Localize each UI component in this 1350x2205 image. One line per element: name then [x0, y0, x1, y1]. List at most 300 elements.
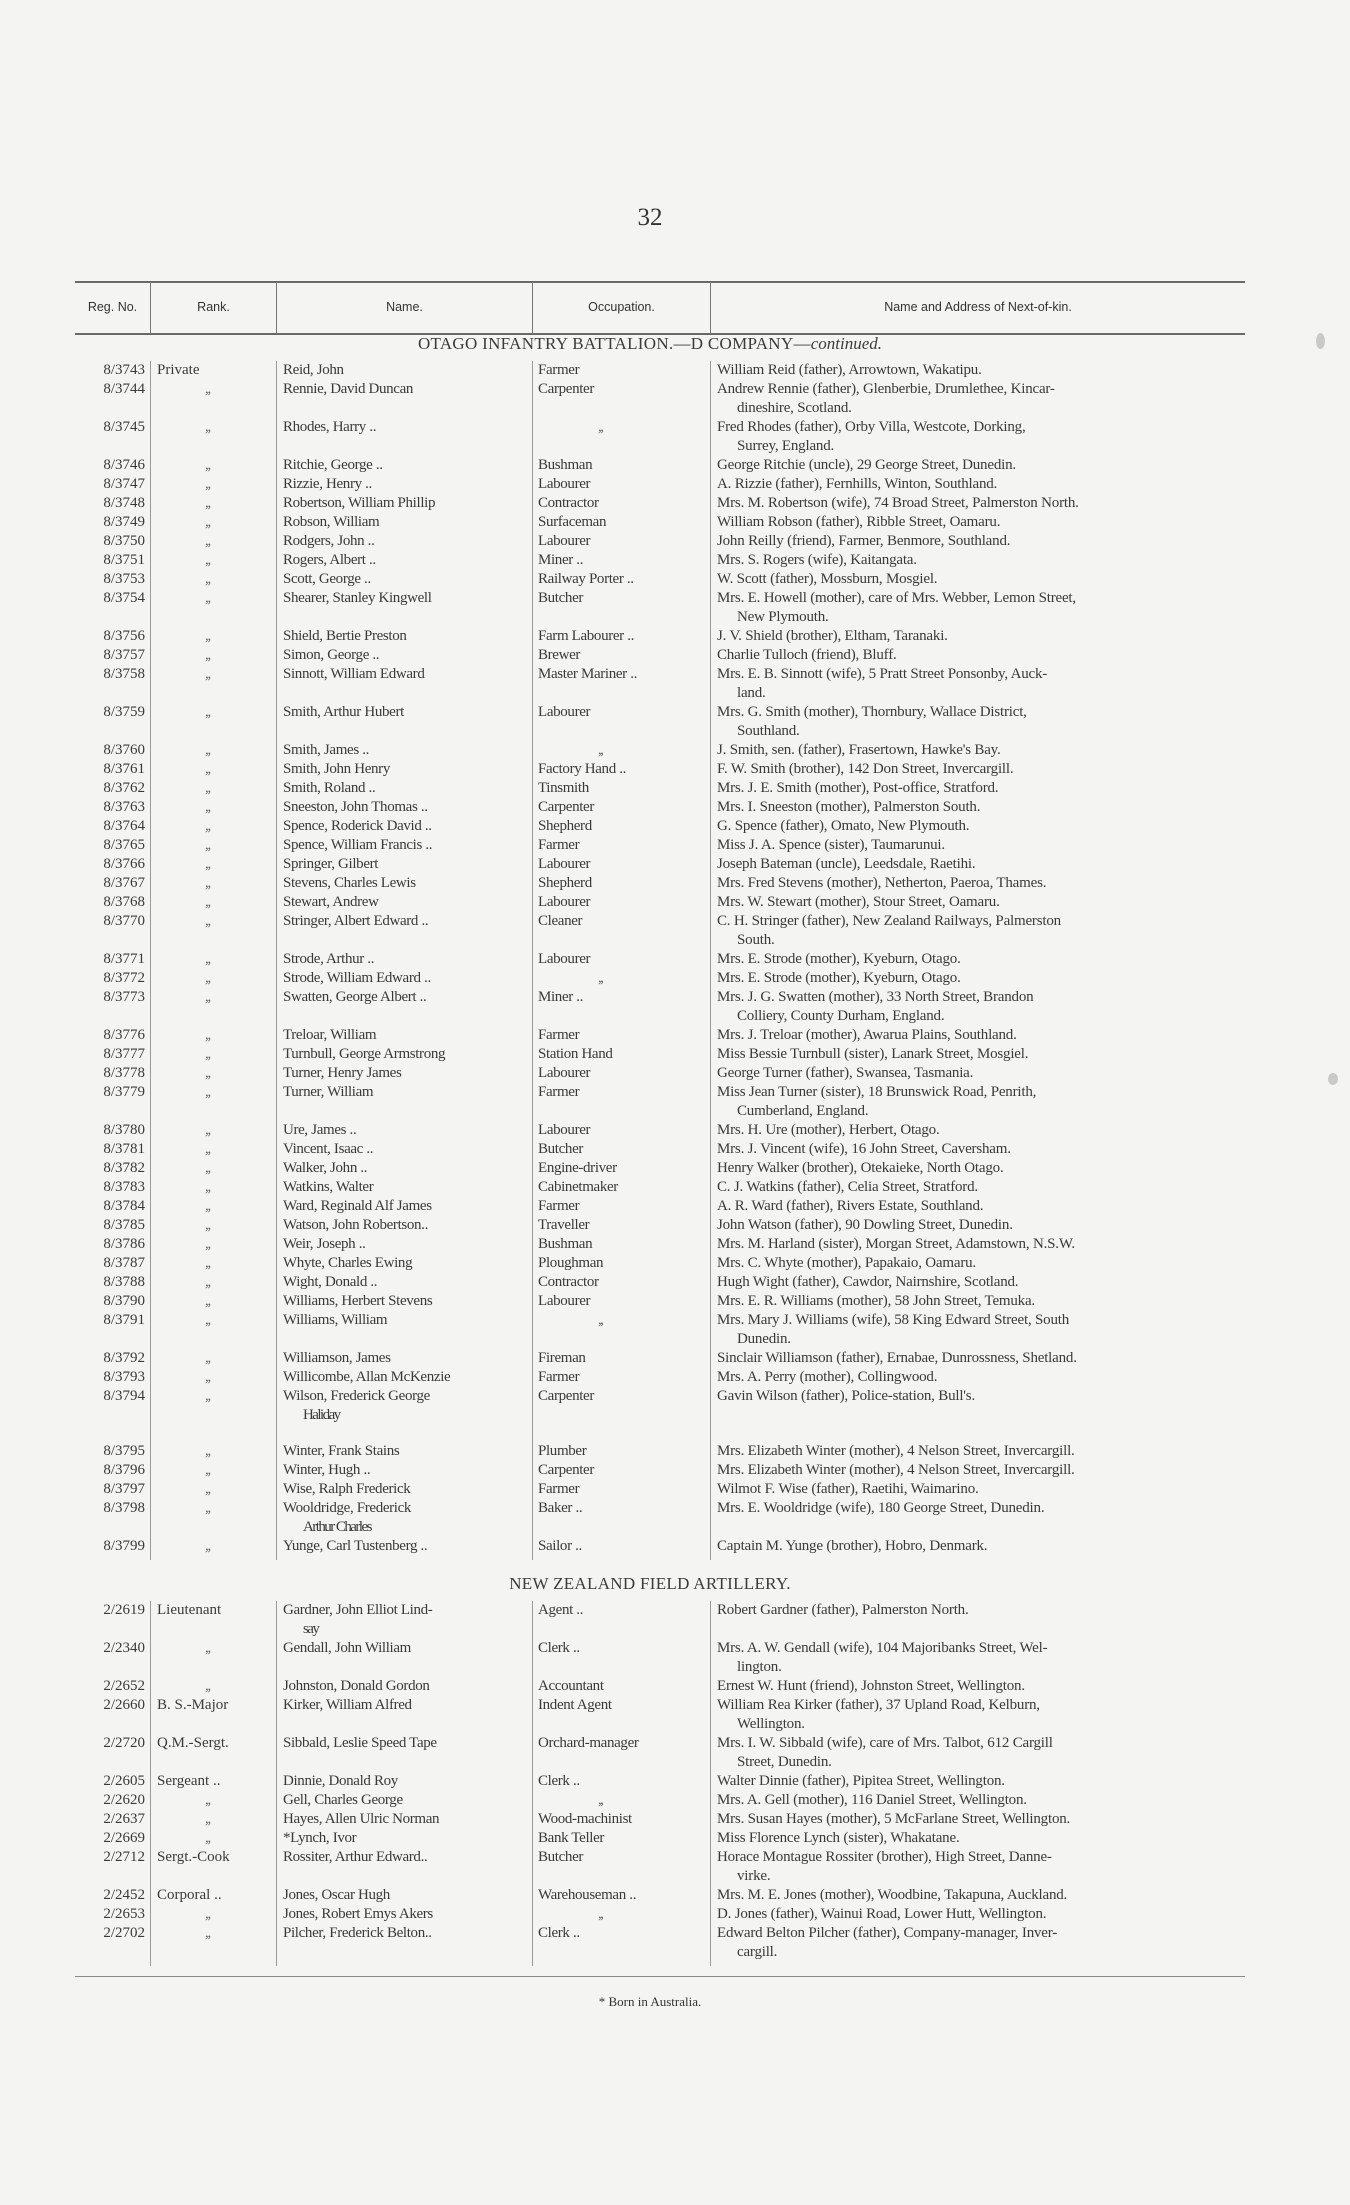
- soldier-name: Whyte, Charles Ewing: [283, 1255, 413, 1271]
- soldier-name: Swatten, George Albert ..: [283, 989, 427, 1005]
- next-of-kin: [717, 912, 1245, 950]
- rank: ,,: [205, 1906, 211, 1923]
- occupation: Butcher: [538, 1141, 584, 1157]
- next-of-kin: [717, 589, 1245, 627]
- col-occupation: Occupation.: [588, 300, 655, 314]
- soldier-name: Watkins, Walter: [283, 1179, 374, 1195]
- next-of-kin-line: Walter Dinnie (father), Pipitea Street, Wellington.: [717, 1773, 1005, 1790]
- reg-no: 8/3757: [103, 647, 145, 663]
- occupation: Carpenter: [538, 1462, 594, 1479]
- rank: ,,: [205, 1084, 211, 1100]
- reg-no: 8/3743: [103, 362, 145, 378]
- occupation: Indent Agent: [538, 1697, 612, 1714]
- soldier-name: Reid, John: [283, 362, 344, 378]
- occupation: Farm Labourer ..: [538, 628, 635, 644]
- occupation: ,,: [598, 742, 603, 758]
- next-of-kin-line: Hugh Wight (father), Cawdor, Nairnshire, Scotland.: [717, 1274, 1019, 1290]
- next-of-kin-line: Andrew Rennie (father), Glenberbie, Drumlethee, Kincar-: [717, 381, 1055, 397]
- rank: ,,: [205, 1046, 211, 1062]
- occupation: ,,: [598, 970, 603, 986]
- reg-no: 8/3765: [103, 837, 145, 853]
- next-of-kin-line: J. V. Shield (brother), Eltham, Taranaki.: [717, 628, 948, 644]
- reg-no: 8/3751: [103, 552, 145, 568]
- page-number: 32: [637, 204, 663, 231]
- occupation: Farmer: [538, 1084, 580, 1100]
- occupation: Accountant: [538, 1678, 604, 1695]
- reg-no: 8/3756: [103, 628, 145, 644]
- occupation: Clerk ..: [538, 1640, 580, 1657]
- rank: ,,: [205, 1312, 211, 1328]
- next-of-kin: [717, 1026, 1245, 1045]
- reg-no: 8/3780: [103, 1122, 145, 1138]
- rank: ,,: [205, 761, 211, 777]
- rank: ,,: [205, 419, 211, 435]
- next-of-kin: [717, 1292, 1245, 1311]
- rank: ,,: [205, 1350, 211, 1366]
- next-of-kin-line: Mrs. Susan Hayes (mother), 5 McFarlane Street, Wellington.: [717, 1811, 1071, 1828]
- next-of-kin-continuation: cargill.: [737, 1944, 778, 1961]
- soldier-name: Rhodes, Harry ..: [283, 419, 377, 435]
- reg-no: 8/3764: [103, 818, 145, 834]
- reg-no: 8/3770: [103, 913, 145, 929]
- rank: ,,: [205, 495, 211, 511]
- next-of-kin-line: Miss Bessie Turnbull (sister), Lanark Street, Mosgiel.: [717, 1046, 1029, 1062]
- next-of-kin: [717, 646, 1245, 665]
- column-rule: [150, 1601, 151, 1966]
- soldier-name: Dinnie, Donald Roy: [283, 1773, 398, 1790]
- next-of-kin: [717, 1848, 1245, 1886]
- next-of-kin-line: Mrs. W. Stewart (mother), Stour Street, Oamaru.: [717, 894, 1000, 910]
- rank: ,,: [205, 514, 211, 530]
- occupation: Traveller: [538, 1217, 590, 1233]
- column-rule: [532, 1601, 533, 1966]
- rank: ,,: [205, 837, 211, 853]
- soldier-name: Wooldridge, Frederick: [283, 1500, 412, 1517]
- soldier-name: Turnbull, George Armstrong: [283, 1046, 446, 1062]
- soldier-name: Stringer, Albert Edward ..: [283, 913, 429, 929]
- next-of-kin: [717, 1216, 1245, 1235]
- soldier-name: Smith, John Henry: [283, 761, 390, 777]
- next-of-kin-continuation: New Plymouth.: [737, 609, 829, 625]
- soldier-name: Winter, Frank Stains: [283, 1443, 400, 1460]
- next-of-kin-continuation: South.: [737, 932, 775, 948]
- occupation: Baker ..: [538, 1500, 583, 1517]
- reg-no: 2/2669: [103, 1830, 145, 1847]
- next-of-kin-line: Mrs. E. R. Williams (mother), 58 John Street, Temuka.: [717, 1293, 1035, 1309]
- reg-no: 2/2452: [103, 1887, 145, 1904]
- next-of-kin-line: Mrs. Elizabeth Winter (mother), 4 Nelson Street, Invercargill.: [717, 1443, 1075, 1460]
- soldier-name: Gardner, John Elliot Lind-: [283, 1602, 433, 1619]
- soldier-name: Willicombe, Allan McKenzie: [283, 1369, 451, 1385]
- rank: ,,: [205, 970, 211, 986]
- next-of-kin: [717, 361, 1245, 380]
- next-of-kin: [717, 855, 1245, 874]
- soldier-name: Ure, James ..: [283, 1122, 357, 1138]
- next-of-kin-line: G. Spence (father), Omato, New Plymouth.: [717, 818, 970, 834]
- reg-no: 8/3759: [103, 704, 145, 720]
- reg-no: 8/3768: [103, 894, 145, 910]
- occupation: ,,: [598, 1312, 603, 1328]
- next-of-kin: [717, 1791, 1245, 1810]
- next-of-kin: [717, 836, 1245, 855]
- next-of-kin-line: George Turner (father), Swansea, Tasmania.: [717, 1065, 974, 1081]
- occupation: Miner ..: [538, 989, 584, 1005]
- rank: ,,: [205, 894, 211, 910]
- soldier-name: Rodgers, John ..: [283, 533, 375, 549]
- next-of-kin: [717, 969, 1245, 988]
- next-of-kin: [717, 741, 1245, 760]
- next-of-kin: [717, 1810, 1245, 1829]
- soldier-name: Weir, Joseph ..: [283, 1236, 366, 1252]
- next-of-kin: [717, 1387, 1245, 1406]
- reg-no: 2/2653: [103, 1906, 145, 1923]
- soldier-name: Ward, Reginald Alf James: [283, 1198, 432, 1214]
- next-of-kin-line: Mrs. I. W. Sibbald (wife), care of Mrs. Talbot, 612 Cargill: [717, 1735, 1053, 1752]
- next-of-kin-line: William Robson (father), Ribble Street, Oamaru.: [717, 514, 1001, 530]
- rank: ,,: [205, 1255, 211, 1271]
- rank: ,,: [205, 1640, 211, 1657]
- next-of-kin: [717, 1197, 1245, 1216]
- soldier-name: Rennie, David Duncan: [283, 381, 414, 397]
- occupation: Ploughman: [538, 1255, 604, 1271]
- occupation: Bushman: [538, 1236, 593, 1252]
- next-of-kin-line: D. Jones (father), Wainui Road, Lower Hutt, Wellington.: [717, 1906, 1047, 1923]
- next-of-kin: [717, 475, 1245, 494]
- rank: ,,: [205, 590, 211, 606]
- next-of-kin: [717, 1924, 1245, 1962]
- next-of-kin: [717, 1178, 1245, 1197]
- reg-no: 8/3758: [103, 666, 145, 682]
- rank: ,,: [205, 875, 211, 891]
- occupation: Surfaceman: [538, 514, 607, 530]
- next-of-kin: [717, 1772, 1245, 1791]
- next-of-kin-line: William Reid (father), Arrowtown, Wakatipu.: [717, 362, 982, 378]
- next-of-kin-line: Mrs. E. Howell (mother), care of Mrs. Webber, Lemon Street,: [717, 590, 1076, 606]
- reg-no: 8/3777: [103, 1046, 145, 1062]
- soldier-name: *Lynch, Ivor: [283, 1830, 357, 1847]
- next-of-kin-continuation: virke.: [737, 1868, 771, 1885]
- rank: Lieutenant: [157, 1602, 222, 1619]
- soldier-name: Robertson, William Phillip: [283, 495, 436, 511]
- rank: ,,: [205, 1293, 211, 1309]
- next-of-kin: [717, 532, 1245, 551]
- next-of-kin: [717, 988, 1245, 1026]
- soldier-name-cont: say: [303, 1621, 319, 1638]
- rank: ,,: [205, 1481, 211, 1498]
- rank: ,,: [205, 381, 211, 397]
- next-of-kin-line: A. R. Ward (father), Rivers Estate, Southland.: [717, 1198, 984, 1214]
- soldier-name: Smith, James ..: [283, 742, 370, 758]
- next-of-kin-continuation: Dunedin.: [737, 1331, 791, 1347]
- next-of-kin-line: Mrs. H. Ure (mother), Herbert, Otago.: [717, 1122, 940, 1138]
- soldier-name: Gendall, John William: [283, 1640, 412, 1657]
- reg-no: 2/2637: [103, 1811, 145, 1828]
- occupation: Shepherd: [538, 818, 592, 834]
- soldier-name: Strode, Arthur ..: [283, 951, 375, 967]
- next-of-kin: [717, 380, 1245, 418]
- reg-no: 8/3761: [103, 761, 145, 777]
- soldier-name: Smith, Roland ..: [283, 780, 376, 796]
- next-of-kin: [717, 1064, 1245, 1083]
- rank: ,,: [205, 552, 211, 568]
- soldier-name-cont: Arthur Charles: [303, 1519, 371, 1536]
- soldier-name: Watson, John Robertson..: [283, 1217, 428, 1233]
- soldier-name: Stevens, Charles Lewis: [283, 875, 416, 891]
- soldier-name: Shearer, Stanley Kingwell: [283, 590, 432, 606]
- reg-no: 8/3790: [103, 1293, 145, 1309]
- column-rule: [710, 361, 711, 1560]
- soldier-name: Simon, George ..: [283, 647, 380, 663]
- col-next-of-kin: Name and Address of Next-of-kin.: [884, 300, 1072, 314]
- next-of-kin: [717, 1537, 1245, 1556]
- next-of-kin-line: Miss J. A. Spence (sister), Taumarunui.: [717, 837, 945, 853]
- next-of-kin-line: Mrs. J. G. Swatten (mother), 33 North Street, Brandon: [717, 989, 1034, 1005]
- next-of-kin: [717, 1905, 1245, 1924]
- soldier-name: Williams, William: [283, 1312, 388, 1328]
- rank: ,,: [205, 1388, 211, 1404]
- occupation: Factory Hand ..: [538, 761, 627, 777]
- next-of-kin-line: Mrs. A. Gell (mother), 116 Daniel Street, Wellington.: [717, 1792, 1027, 1809]
- rank: ,,: [205, 1236, 211, 1252]
- next-of-kin-line: F. W. Smith (brother), 142 Don Street, Invercargill.: [717, 761, 1014, 777]
- next-of-kin: [717, 1886, 1245, 1905]
- rank: ,,: [205, 1027, 211, 1043]
- rank: ,,: [205, 666, 211, 682]
- next-of-kin: [717, 1734, 1245, 1772]
- occupation: Farmer: [538, 1369, 580, 1385]
- col-rank: Rank.: [197, 300, 230, 314]
- next-of-kin: [717, 1677, 1245, 1696]
- next-of-kin: [717, 1121, 1245, 1140]
- soldier-name: Spence, Roderick David ..: [283, 818, 432, 834]
- next-of-kin-continuation: Wellington.: [737, 1716, 805, 1733]
- occupation: Bank Teller: [538, 1830, 605, 1847]
- next-of-kin: [717, 665, 1245, 703]
- reg-no: 8/3779: [103, 1084, 145, 1100]
- occupation: Bushman: [538, 457, 593, 473]
- reg-no: 8/3784: [103, 1198, 145, 1214]
- soldier-name: Rizzie, Henry ..: [283, 476, 372, 492]
- reg-no: 8/3749: [103, 514, 145, 530]
- rank: Q.M.-Sergt.: [157, 1735, 229, 1752]
- occupation: Clerk ..: [538, 1925, 580, 1942]
- occupation: Labourer: [538, 704, 591, 720]
- reg-no: 8/3798: [103, 1500, 145, 1517]
- rank: ,,: [205, 799, 211, 815]
- next-of-kin-line: J. Smith, sen. (father), Frasertown, Hawke's Bay.: [717, 742, 1001, 758]
- occupation: Contractor: [538, 1274, 599, 1290]
- rank: ,,: [205, 1160, 211, 1176]
- next-of-kin-line: Mrs. A. Perry (mother), Collingwood.: [717, 1369, 938, 1385]
- next-of-kin: [717, 513, 1245, 532]
- rank: ,,: [205, 742, 211, 758]
- next-of-kin-line: Ernest W. Hunt (friend), Johnston Street, Wellington.: [717, 1678, 1025, 1695]
- next-of-kin-continuation: Southland.: [737, 723, 800, 739]
- occupation: Tinsmith: [538, 780, 589, 796]
- next-of-kin: [717, 874, 1245, 893]
- rank: Corporal ..: [157, 1887, 222, 1904]
- soldier-name: Sibbald, Leslie Speed Tape: [283, 1735, 437, 1752]
- reg-no: 8/3772: [103, 970, 145, 986]
- rank: ,,: [205, 704, 211, 720]
- next-of-kin-line: Joseph Bateman (uncle), Leedsdale, Raetihi.: [717, 856, 976, 872]
- table-bottom-rule: [75, 1976, 1245, 1977]
- next-of-kin-line: Mrs. E. Strode (mother), Kyeburn, Otago.: [717, 970, 961, 986]
- rank: ,,: [205, 1369, 211, 1385]
- next-of-kin-line: Horace Montague Rossiter (brother), High Street, Danne-: [717, 1849, 1052, 1866]
- next-of-kin-line: Mrs. E. B. Sinnott (wife), 5 Pratt Street Ponsonby, Auck-: [717, 666, 1048, 682]
- next-of-kin: [717, 798, 1245, 817]
- reg-no: 2/2652: [103, 1678, 145, 1695]
- occupation: ,,: [598, 419, 603, 435]
- next-of-kin: [717, 703, 1245, 741]
- next-of-kin: [717, 950, 1245, 969]
- soldier-name: Hayes, Allen Ulric Norman: [283, 1811, 440, 1828]
- occupation: Labourer: [538, 894, 591, 910]
- col-name: Name.: [386, 300, 423, 314]
- occupation: Cabinetmaker: [538, 1179, 618, 1195]
- occupation: Farmer: [538, 1027, 580, 1043]
- next-of-kin-line: Mrs. M. Harland (sister), Morgan Street, Adamstown, N.S.W.: [717, 1236, 1075, 1252]
- reg-no: 8/3781: [103, 1141, 145, 1157]
- occupation: Clerk ..: [538, 1773, 580, 1790]
- occupation: Plumber: [538, 1443, 587, 1460]
- soldier-name: Sneeston, John Thomas ..: [283, 799, 428, 815]
- occupation: Farmer: [538, 1198, 580, 1214]
- rank: ,,: [205, 951, 211, 967]
- next-of-kin-line: Mrs. S. Rogers (wife), Kaitangata.: [717, 552, 917, 568]
- occupation: ,,: [598, 1792, 603, 1809]
- next-of-kin: [717, 1480, 1245, 1499]
- occupation: Farmer: [538, 362, 580, 378]
- next-of-kin: [717, 1083, 1245, 1121]
- reg-no: 2/2720: [103, 1735, 145, 1752]
- next-of-kin-line: Robert Gardner (father), Palmerston North.: [717, 1602, 969, 1619]
- soldier-name: Williams, Herbert Stevens: [283, 1293, 433, 1309]
- reg-no: 8/3778: [103, 1065, 145, 1081]
- rank: Sergt.-Cook: [157, 1849, 230, 1866]
- rank: ,,: [205, 1462, 211, 1479]
- rank: ,,: [205, 1198, 211, 1214]
- column-rule: [276, 361, 277, 1560]
- next-of-kin-line: Mrs. I. Sneeston (mother), Palmerston South.: [717, 799, 981, 815]
- next-of-kin-line: Mrs. M. E. Jones (mother), Woodbine, Takapuna, Auckland.: [717, 1887, 1068, 1904]
- next-of-kin: [717, 456, 1245, 475]
- next-of-kin-line: Miss Florence Lynch (sister), Whakatane.: [717, 1830, 960, 1847]
- soldier-name: Vincent, Isaac ..: [283, 1141, 374, 1157]
- reg-no: 8/3748: [103, 495, 145, 511]
- reg-no: 8/3799: [103, 1538, 145, 1555]
- reg-no: 8/3746: [103, 457, 145, 473]
- soldier-name: Williamson, James: [283, 1350, 391, 1366]
- section-title-text: OTAGO INFANTRY BATTALION.—D COMPANY—: [417, 334, 811, 353]
- occupation: Railway Porter ..: [538, 571, 634, 587]
- occupation: Miner ..: [538, 552, 584, 568]
- reg-no: 8/3744: [103, 381, 145, 397]
- reg-no: 8/3796: [103, 1462, 145, 1479]
- next-of-kin-line: Henry Walker (brother), Otekaieke, North Otago.: [717, 1160, 1004, 1176]
- next-of-kin-line: Mrs. Mary J. Williams (wife), 58 King Edward Street, South: [717, 1312, 1070, 1328]
- reg-no: 8/3750: [103, 533, 145, 549]
- occupation: Labourer: [538, 533, 591, 549]
- reg-no: 8/3782: [103, 1160, 145, 1176]
- next-of-kin-line: Fred Rhodes (father), Orby Villa, Westcote, Dorking,: [717, 419, 1026, 435]
- soldier-name: Jones, Robert Emys Akers: [283, 1906, 433, 1923]
- next-of-kin: [717, 1601, 1245, 1620]
- next-of-kin-line: Mrs. Elizabeth Winter (mother), 4 Nelson Street, Invercargill.: [717, 1462, 1075, 1479]
- rank: Sergeant ..: [157, 1773, 221, 1790]
- next-of-kin: [717, 1442, 1245, 1461]
- next-of-kin-line: Mrs. J. Vincent (wife), 16 John Street, Caversham.: [717, 1141, 1011, 1157]
- rank: B. S.-Major: [157, 1697, 229, 1714]
- soldier-name: Ritchie, George ..: [283, 457, 383, 473]
- occupation: Carpenter: [538, 381, 594, 397]
- next-of-kin-continuation: Cumberland, England.: [737, 1103, 869, 1119]
- next-of-kin: [717, 893, 1245, 912]
- reg-no: 8/3776: [103, 1027, 145, 1043]
- occupation: Fireman: [538, 1350, 586, 1366]
- rank: ,,: [205, 1678, 211, 1695]
- section-title: [0, 334, 1300, 354]
- soldier-name: Walker, John ..: [283, 1160, 368, 1176]
- rank: ,,: [205, 533, 211, 549]
- next-of-kin-line: William Rea Kirker (father), 37 Upland Road, Kelburn,: [717, 1697, 1040, 1714]
- occupation: Engine-driver: [538, 1160, 617, 1176]
- next-of-kin-line: Gavin Wilson (father), Police-station, Bull's.: [717, 1388, 975, 1404]
- reg-no: 2/2702: [103, 1925, 145, 1942]
- next-of-kin-line: W. Scott (father), Mossburn, Mosgiel.: [717, 571, 938, 587]
- soldier-name: Shield, Bertie Preston: [283, 628, 407, 644]
- next-of-kin: [717, 570, 1245, 589]
- reg-no: 8/3787: [103, 1255, 145, 1271]
- reg-no: 8/3763: [103, 799, 145, 815]
- next-of-kin-line: Mrs. J. E. Smith (mother), Post-office, Stratford.: [717, 780, 999, 796]
- footnote: * Born in Australia.: [598, 1994, 702, 2010]
- next-of-kin-line: Edward Belton Pilcher (father), Company-manager, Inver-: [717, 1925, 1058, 1942]
- next-of-kin-continuation: Surrey, England.: [737, 438, 835, 454]
- rank: ,,: [205, 457, 211, 473]
- reg-no: 2/2660: [103, 1697, 145, 1714]
- margin-smudge: [1316, 333, 1325, 349]
- rank: ,,: [205, 856, 211, 872]
- next-of-kin-continuation: dineshire, Scotland.: [737, 400, 852, 416]
- soldier-name: Wilson, Frederick George: [283, 1388, 430, 1404]
- next-of-kin: [717, 1254, 1245, 1273]
- rank: Private: [157, 362, 200, 378]
- rank: ,,: [205, 780, 211, 796]
- next-of-kin-line: Mrs. J. Treloar (mother), Awarua Plains, Southland.: [717, 1027, 1017, 1043]
- reg-no: 8/3745: [103, 419, 145, 435]
- reg-no: 2/2605: [103, 1773, 145, 1790]
- next-of-kin: [717, 494, 1245, 513]
- column-header: [75, 282, 1245, 333]
- rank: ,,: [205, 1792, 211, 1809]
- soldier-name: Robson, William: [283, 514, 380, 530]
- rank: ,,: [205, 1925, 211, 1942]
- occupation: Cleaner: [538, 913, 583, 929]
- soldier-name: Rossiter, Arthur Edward..: [283, 1849, 428, 1866]
- reg-no: 8/3773: [103, 989, 145, 1005]
- section-title-text: NEW ZEALAND FIELD ARTILLERY.: [509, 1574, 791, 1594]
- reg-no: 2/2340: [103, 1640, 145, 1657]
- soldier-name: Springer, Gilbert: [283, 856, 379, 872]
- occupation: Shepherd: [538, 875, 592, 891]
- occupation: Labourer: [538, 1293, 591, 1309]
- next-of-kin-continuation: lington.: [737, 1659, 782, 1676]
- occupation: Labourer: [538, 476, 591, 492]
- reg-no: 8/3762: [103, 780, 145, 796]
- rank: ,,: [205, 818, 211, 834]
